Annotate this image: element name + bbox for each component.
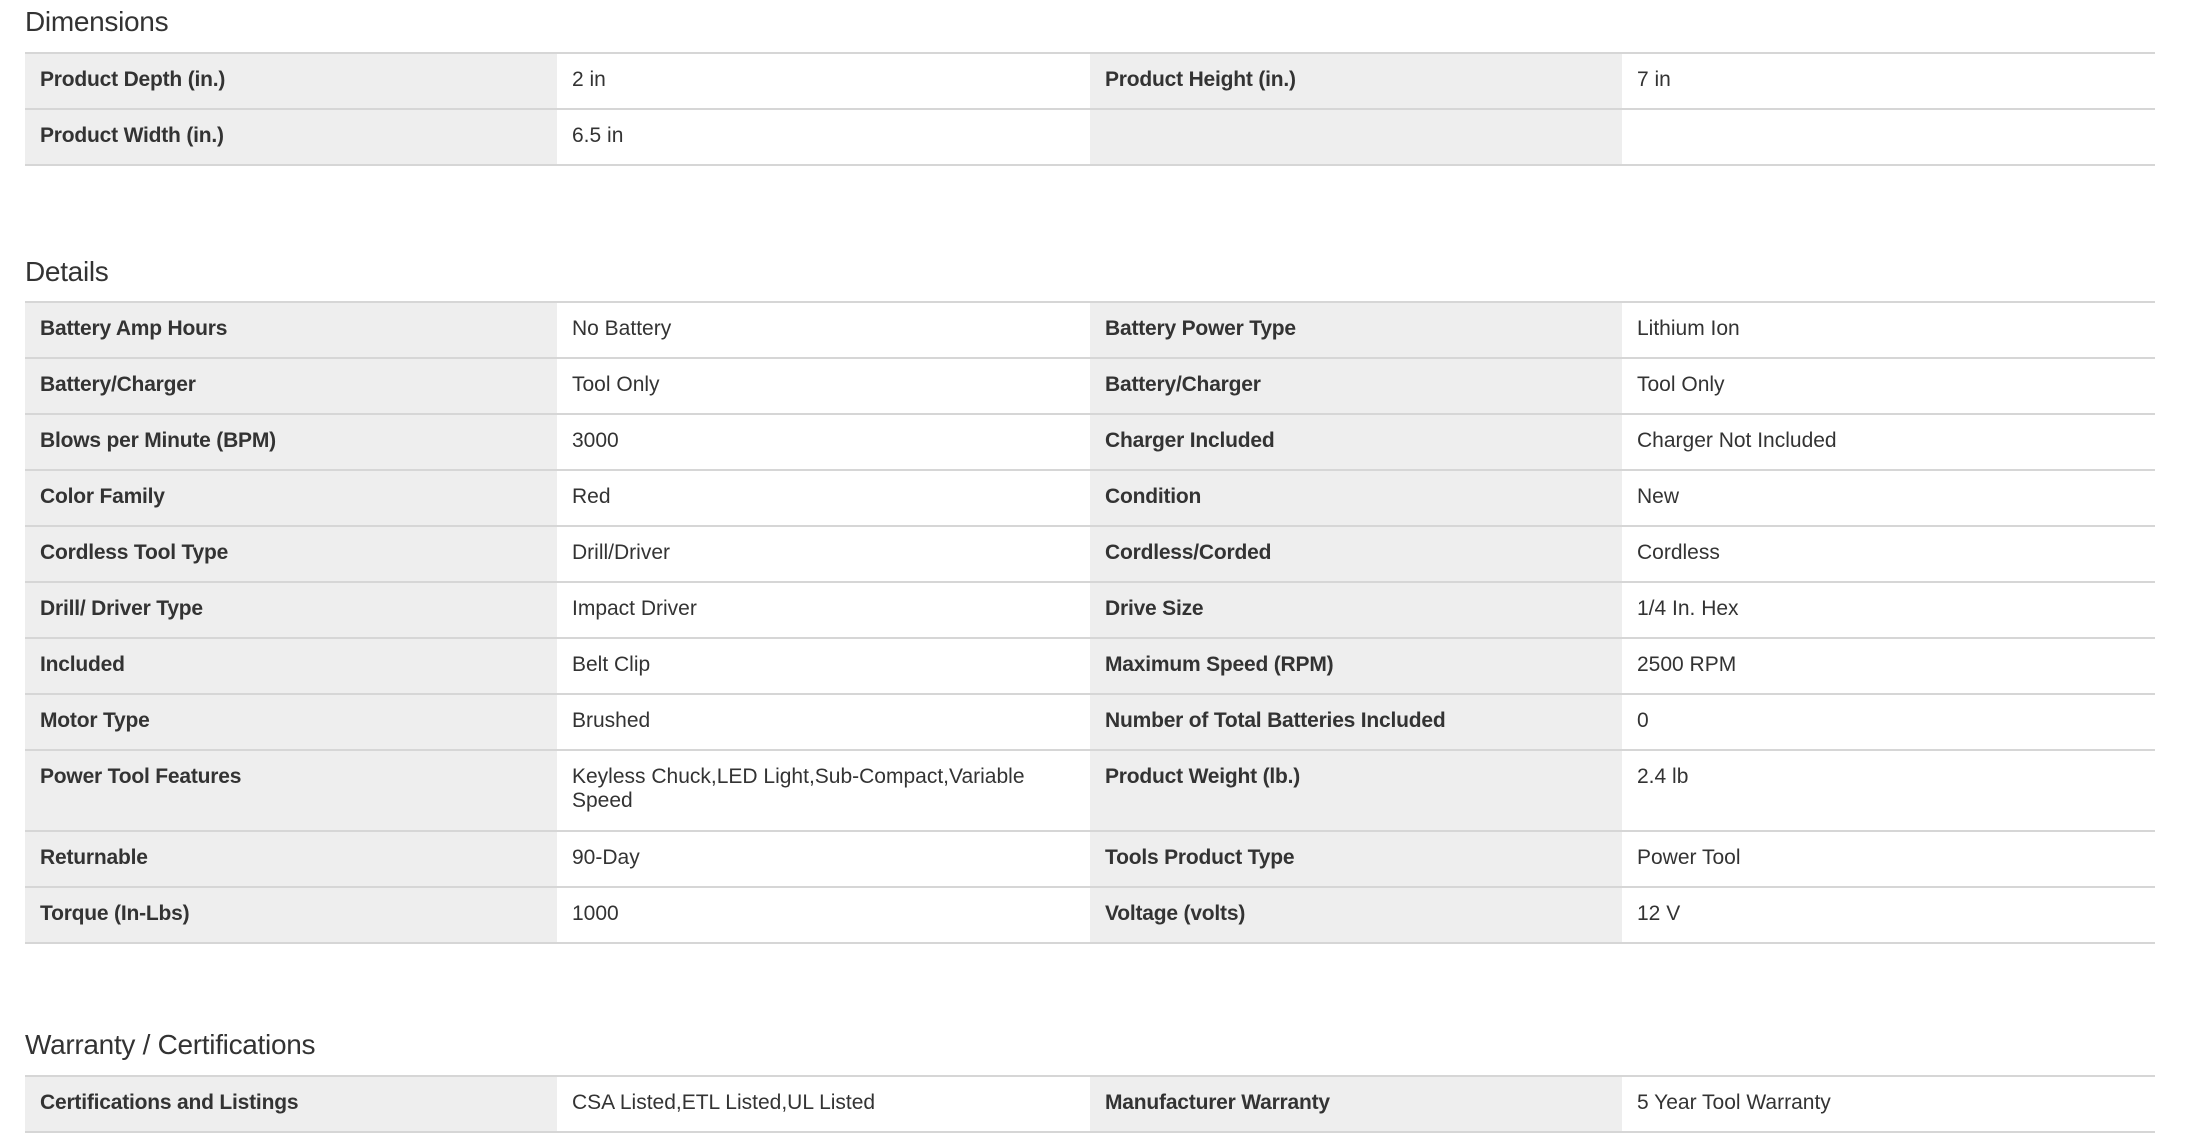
spec-value: 12 V <box>1622 888 2155 942</box>
spec-label: Condition <box>1090 471 1622 525</box>
table-row <box>25 1077 2155 1133</box>
table-row <box>25 54 2155 110</box>
spec-label: Cordless/Corded <box>1090 527 1622 581</box>
table-row <box>25 471 2155 527</box>
spec-label: Charger Included <box>1090 415 1622 469</box>
spec-value: Lithium Ion <box>1622 303 2155 357</box>
spec-label: Color Family <box>25 471 557 525</box>
spec-label: Included <box>25 639 557 693</box>
spec-value: Drill/Driver <box>557 527 1090 581</box>
table-row <box>25 110 2155 166</box>
spec-value: Belt Clip <box>557 639 1090 693</box>
spec-label: Drill/ Driver Type <box>25 583 557 637</box>
spec-value: Tool Only <box>557 359 1090 413</box>
spec-label: Power Tool Features <box>25 751 557 830</box>
warranty-table <box>25 1075 2155 1133</box>
dimensions-table <box>25 52 2155 166</box>
spec-label: Manufacturer Warranty <box>1090 1077 1622 1131</box>
spec-label: Battery Amp Hours <box>25 303 557 357</box>
spec-value: Red <box>557 471 1090 525</box>
table-row <box>25 639 2155 695</box>
spec-value: 90-Day <box>557 832 1090 886</box>
table-row <box>25 888 2155 944</box>
spec-value: Power Tool <box>1622 832 2155 886</box>
spec-label: Number of Total Batteries Included <box>1090 695 1622 749</box>
spec-label: Product Depth (in.) <box>25 54 557 108</box>
table-row <box>25 751 2155 832</box>
spec-label <box>1090 110 1622 164</box>
table-row <box>25 527 2155 583</box>
spec-value: No Battery <box>557 303 1090 357</box>
spec-value <box>1622 110 2155 164</box>
spec-value: Tool Only <box>1622 359 2155 413</box>
details-table <box>25 301 2155 944</box>
spec-label: Motor Type <box>25 695 557 749</box>
spec-value: 1/4 In. Hex <box>1622 583 2155 637</box>
spec-value: Keyless Chuck,LED Light,Sub-Compact,Variable Speed <box>557 751 1090 830</box>
section-title-dimensions: Dimensions <box>25 6 169 37</box>
spec-label: Battery/Charger <box>1090 359 1622 413</box>
spec-label: Cordless Tool Type <box>25 527 557 581</box>
spec-value: 1000 <box>557 888 1090 942</box>
spec-label: Battery/Charger <box>25 359 557 413</box>
table-row <box>25 359 2155 415</box>
spec-label: Product Width (in.) <box>25 110 557 164</box>
table-row <box>25 832 2155 888</box>
spec-value: 5 Year Tool Warranty <box>1622 1077 2155 1131</box>
spec-value: CSA Listed,ETL Listed,UL Listed <box>557 1077 1090 1131</box>
table-row <box>25 695 2155 751</box>
spec-label: Voltage (volts) <box>1090 888 1622 942</box>
spec-value: Charger Not Included <box>1622 415 2155 469</box>
section-title-details: Details <box>25 256 109 287</box>
spec-value: 7 in <box>1622 54 2155 108</box>
spec-label: Product Height (in.) <box>1090 54 1622 108</box>
spec-label: Certifications and Listings <box>25 1077 557 1131</box>
spec-value: New <box>1622 471 2155 525</box>
table-row <box>25 583 2155 639</box>
spec-value: 2500 RPM <box>1622 639 2155 693</box>
spec-value: 0 <box>1622 695 2155 749</box>
spec-label: Torque (In-Lbs) <box>25 888 557 942</box>
spec-value: 2 in <box>557 54 1090 108</box>
spec-label: Battery Power Type <box>1090 303 1622 357</box>
spec-label: Returnable <box>25 832 557 886</box>
table-row <box>25 415 2155 471</box>
spec-value: Cordless <box>1622 527 2155 581</box>
spec-label: Drive Size <box>1090 583 1622 637</box>
spec-label: Maximum Speed (RPM) <box>1090 639 1622 693</box>
spec-label: Product Weight (lb.) <box>1090 751 1622 830</box>
spec-value: 2.4 lb <box>1622 751 2155 830</box>
section-title-warranty: Warranty / Certifications <box>25 1029 316 1060</box>
spec-label: Tools Product Type <box>1090 832 1622 886</box>
spec-value: 3000 <box>557 415 1090 469</box>
spec-label: Blows per Minute (BPM) <box>25 415 557 469</box>
table-row <box>25 303 2155 359</box>
spec-value: 6.5 in <box>557 110 1090 164</box>
spec-value: Impact Driver <box>557 583 1090 637</box>
spec-value: Brushed <box>557 695 1090 749</box>
